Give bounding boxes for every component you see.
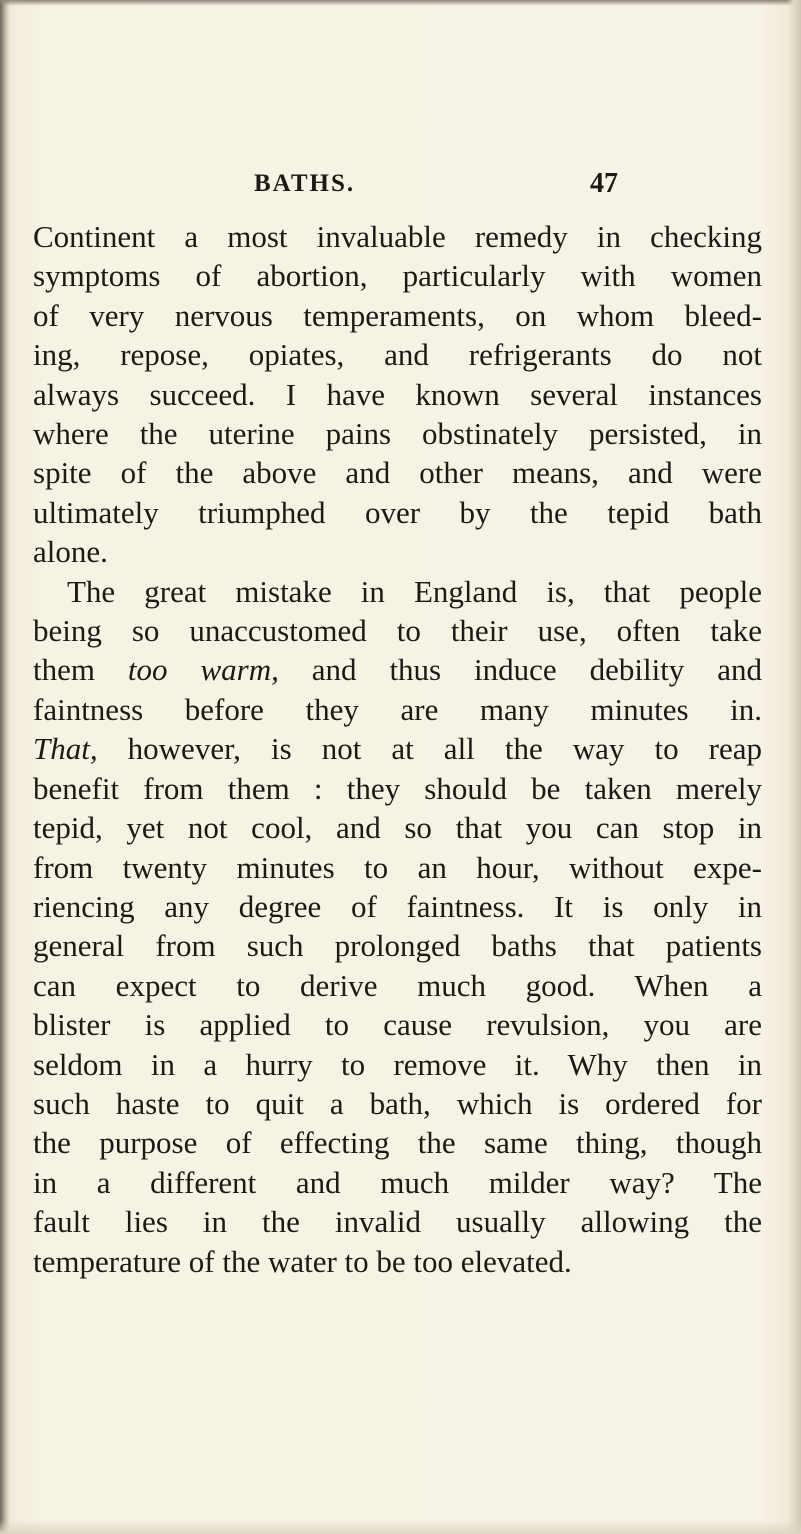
text-line: symptoms of abortion, particularly with women (33, 258, 762, 294)
italic-text: too warm, (127, 652, 279, 688)
text-line: tepid, yet not cool, and so that you can stop in (33, 810, 762, 846)
text-line: being so unaccustomed to their use, often take (33, 613, 762, 649)
text-line: riencing any degree of faintness. It is only in (33, 888, 762, 924)
page-number: 47 (590, 168, 618, 199)
text-line: fault lies in the invalid usually allowing the (33, 1204, 762, 1240)
text-line: ing, repose, opiates, and refrigerants do not (33, 337, 762, 373)
text-line: benefit from them : they should be taken merely (33, 770, 762, 806)
text-run: however, is not at all the way to reap (97, 731, 762, 767)
text-line: faintness before they are many minutes in. (33, 691, 762, 727)
text-line: such haste to quit a bath, which is ordered for (33, 1085, 762, 1121)
text-line: the purpose of effecting the same thing, though (33, 1125, 762, 1161)
page-top-shadow (0, 0, 801, 6)
italic-text: That, (33, 731, 98, 767)
text-line: alone. (33, 534, 108, 570)
page-header (254, 170, 618, 206)
text-line: always succeed. I have known several instances (33, 376, 762, 412)
text-line: can expect to derive much good. When a (33, 967, 762, 1003)
text-line: where the uterine pains obstinately persisted, in (33, 416, 762, 452)
text-line (33, 729, 762, 768)
text-line: Continent a most invaluable remedy in checking (33, 219, 762, 254)
text-line: of very nervous temperaments, on whom bleed- (33, 297, 762, 333)
running-title: BATHS. (254, 170, 356, 197)
page-right-edge (787, 0, 801, 1534)
body-text (33, 217, 762, 1281)
text-line: from twenty minutes to an hour, without expe- (33, 849, 762, 885)
page-bottom-edge (0, 1520, 801, 1534)
text-run: them (33, 652, 128, 688)
text-line: spite of the above and other means, and were (33, 455, 762, 491)
text-line: blister is applied to cause revulsion, you are (33, 1007, 762, 1043)
text-line: ultimately triumphed over by the tepid bath (33, 494, 762, 530)
text-line: The great mistake in England is, that people (67, 573, 762, 609)
page-left-shadow (0, 0, 10, 1534)
text-line: general from such prolonged baths that patients (33, 928, 762, 964)
text-run: and thus induce debility and (278, 652, 762, 688)
text-line: seldom in a hurry to remove it. Why then in (33, 1046, 762, 1082)
text-line: in a different and much milder way? The (33, 1164, 762, 1200)
text-line (33, 650, 762, 689)
text-line: temperature of the water to be too elevated. (33, 1243, 572, 1279)
